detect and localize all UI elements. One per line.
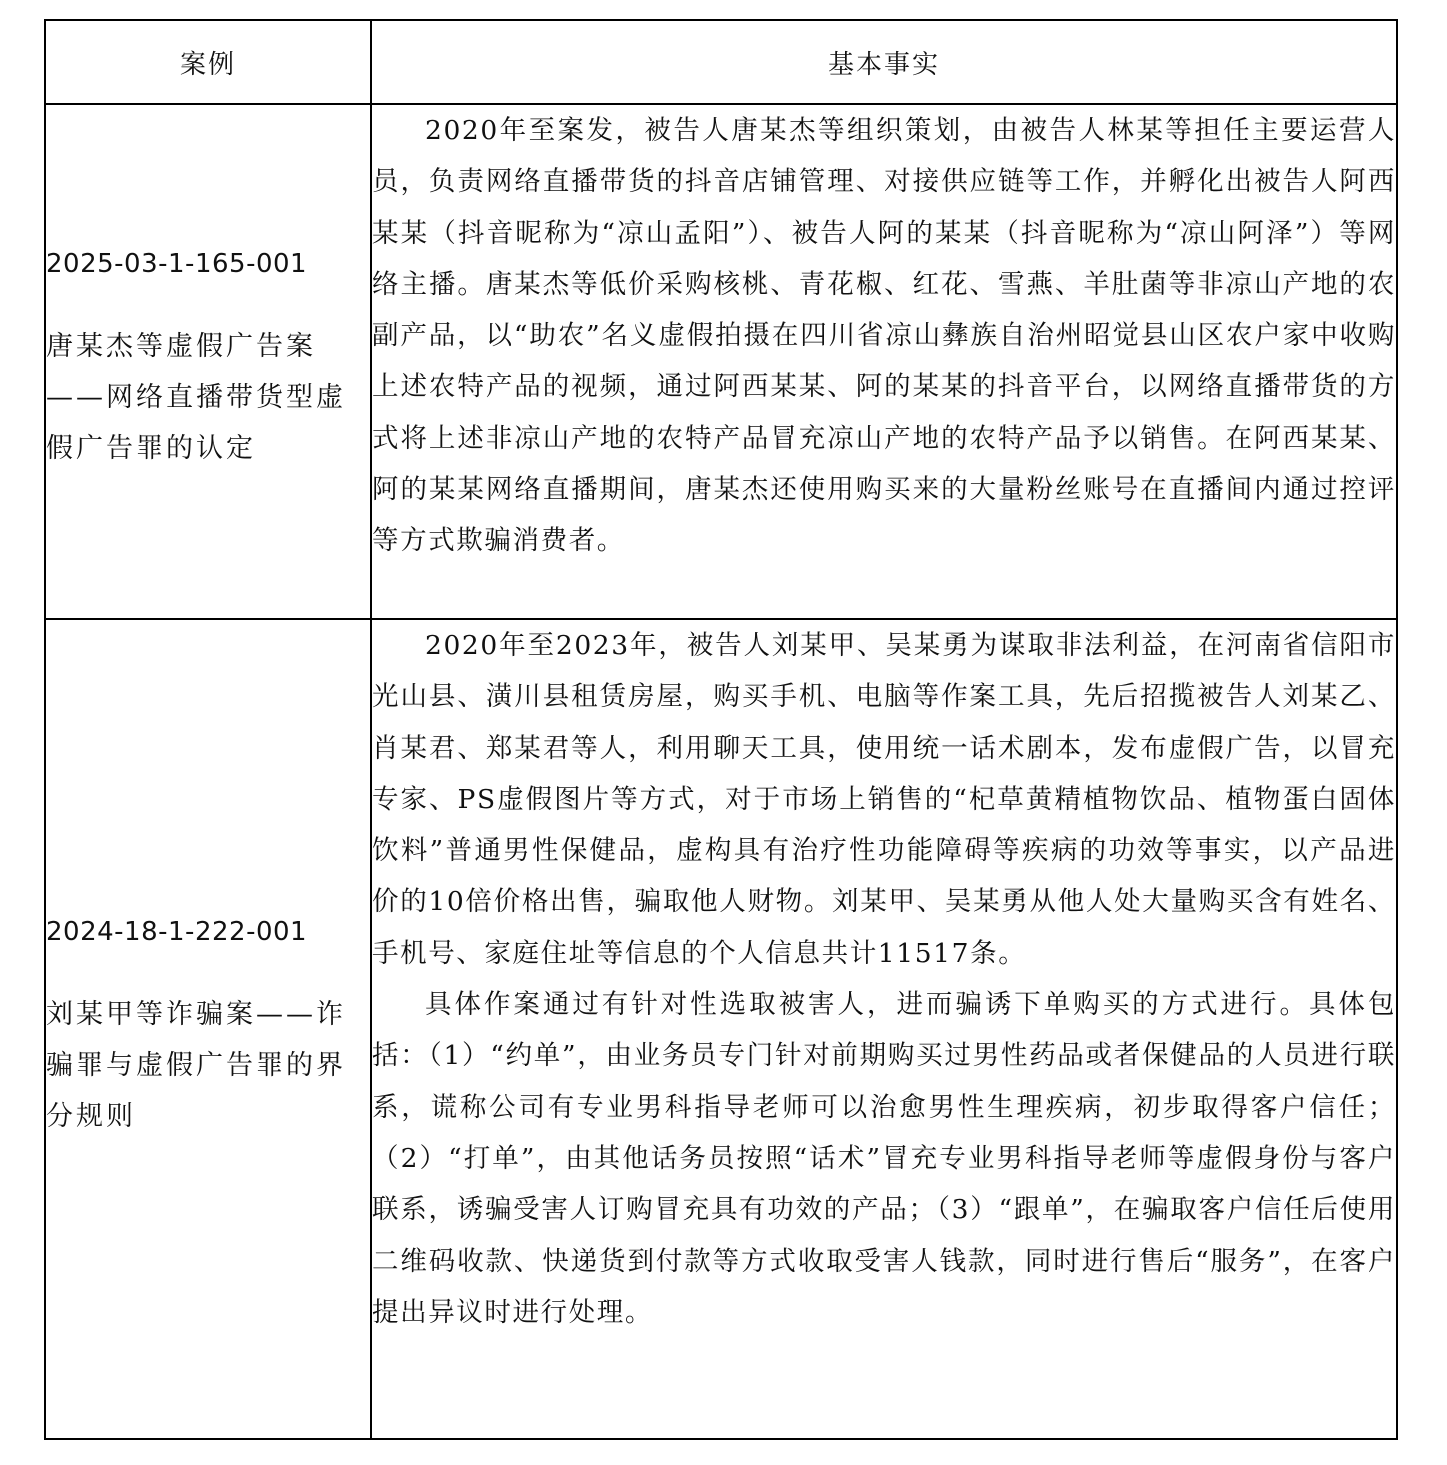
- header-case: 案例: [45, 20, 371, 104]
- fact-paragraph: 2020年至2023年，被告人刘某甲、吴某勇为谋取非法利益，在河南省信阳市光山县、潢川县租赁房屋，购买手机、电脑等作案工具，先后招揽被告人刘某乙、肖某君、郑某君等人，利用聊天工具，使用统一话术剧本，发布虚假广告，以冒充专家、PS虚假图片等方式，对于市场上销售的“杞草黄精植物饮品、植物蛋白固体饮料”普通男性保健品，虚构具有治疗性功能障碍等疾病的功效等事实，以产品进价的10倍价格出售，骗取他人财物。刘某甲、吴某勇从他人处大量购买含有姓名、手机号、家庭住址等信息的个人信息共计11517条。: [372, 630, 1396, 969]
- case-table: [44, 19, 1398, 1440]
- header-row: [45, 20, 1397, 104]
- table-row: [45, 104, 1397, 619]
- case-cell: [45, 619, 371, 1439]
- fact-paragraph: 具体作案通过有针对性选取被害人，进而骗诱下单购买的方式进行。具体包括：（1）“约单”，由业务员专门针对前期购买过男性药品或者保健品的人员进行联系，谎称公司有专业男科指导老师可以治愈男性生理疾病，初步取得客户信任；（2）“打单”，由其他话务员按照“话术”冒充专业男科指导老师等虚假身份与客户联系，诱骗受害人订购冒充具有功效的产品；（3）“跟单”，在骗取客户信任后使用二维码收款、快递货到付款等方式收取受害人钱款，同时进行售后“服务”，在客户提出异议时进行处理。: [372, 989, 1396, 1328]
- fact-paragraph: 2020年至案发，被告人唐某杰等组织策划，由被告人林某等担任主要运营人员，负责网络直播带货的抖音店铺管理、对接供应链等工作，并孵化出被告人阿西某某（抖音昵称为“凉山孟阳”）、被告人阿的某某（抖音昵称为“凉山阿泽”）等网络主播。唐某杰等低价采购核桃、青花椒、红花、雪燕、羊肚菌等非凉山产地的农副产品，以“助农”名义虚假拍摄在四川省凉山彝族自治州昭觉县山区农户家中收购上述农特产品的视频，通过阿西某某、阿的某某的抖音平台，以网络直播带货的方式将上述非凉山产地的农特产品冒充凉山产地的农特产品予以销售。在阿西某某、阿的某某网络直播期间，唐某杰还使用购买来的大量粉丝账号在直播间内通过控评等方式欺骗消费者。: [372, 115, 1396, 557]
- case-id: 2025-03-1-165-001: [46, 249, 308, 279]
- facts-cell: [371, 619, 1397, 1439]
- facts-cell: [371, 104, 1397, 619]
- case-cell: [45, 104, 371, 619]
- header-facts: 基本事实: [371, 20, 1397, 104]
- case-title: 唐某杰等虚假广告案——网络直播带货型虚假广告罪的认定: [46, 331, 346, 464]
- case-id: 2024-18-1-222-001: [46, 916, 308, 947]
- table-row: [45, 619, 1397, 1439]
- case-title: 刘某甲等诈骗案——诈骗罪与虚假广告罪的界分规则: [46, 998, 346, 1132]
